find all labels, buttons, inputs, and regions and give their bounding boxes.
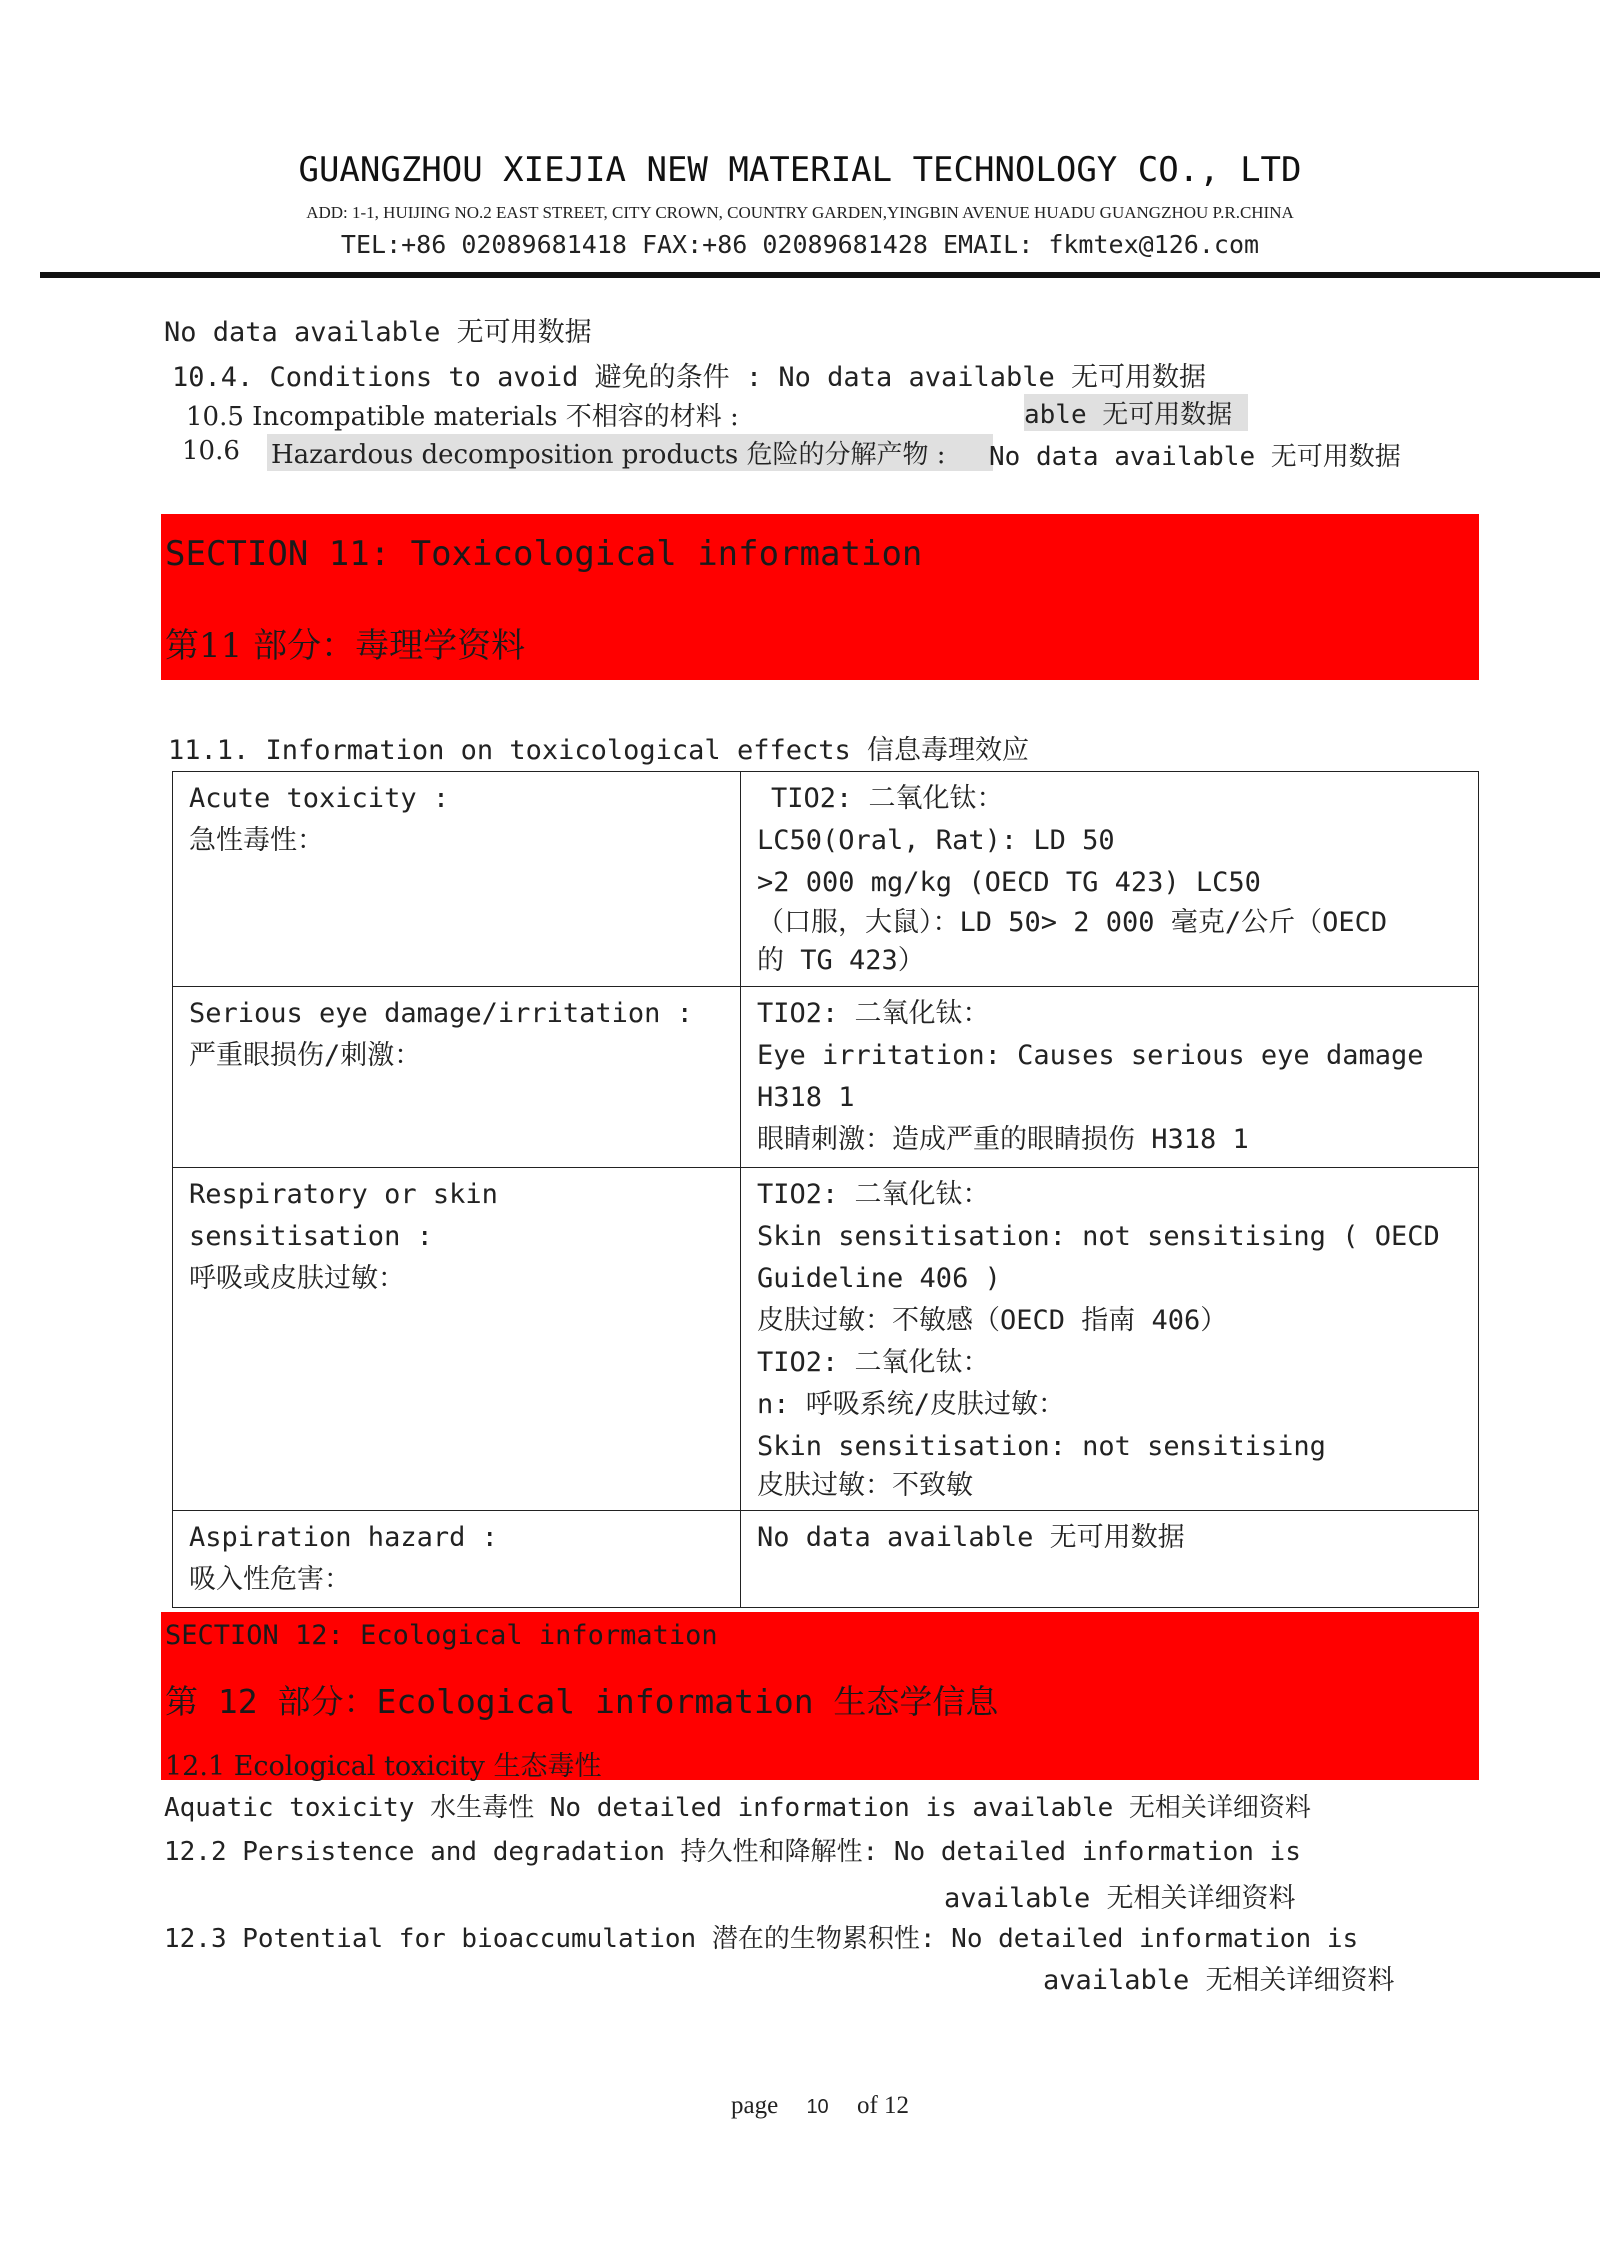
item-10-5-value: able 无可用数据 (1024, 394, 1248, 431)
section11-banner (161, 514, 1479, 680)
header-divider (40, 272, 1600, 278)
table-row-sensitisation (173, 1168, 1479, 1511)
item-10-6-label: Hazardous decomposition products 危险的分解产物 : (267, 434, 993, 471)
item-10-6-number: 10.6 (182, 436, 240, 466)
acute-toxicity-label: Acute toxicity : 急性毒性： (173, 772, 741, 987)
item-12-3: 12.3 Potential for bioaccumulation 潜在的生物累积性: No detailed information is (164, 1924, 1359, 1954)
aspiration-label: Aspiration hazard : 吸入性危害： (173, 1511, 741, 1608)
section11-subheading: 11.1. Information on toxicological effects 信息毒理效应 (168, 735, 1029, 766)
aquatic-toxicity-line: Aquatic toxicity 水生毒性 No detailed information is available 无相关详细资料 (164, 1793, 1311, 1823)
section12-banner (161, 1612, 1479, 1780)
item-12-2-continued: available 无相关详细资料 (944, 1883, 1296, 1914)
toxicology-table (172, 771, 1479, 1608)
table-row-eye-damage (173, 987, 1479, 1168)
section12-title-en: SECTION 12: Ecological information (165, 1620, 718, 1651)
item-10-5-label: 10.5 Incompatible materials 不相容的材料 : (186, 402, 739, 432)
aspiration-value: No data available 无可用数据 (741, 1511, 1479, 1608)
eye-damage-label: Serious eye damage/irritation : 严重眼损伤/刺激： (173, 987, 741, 1168)
company-name: GUANGZHOU XIEJIA NEW MATERIAL TECHNOLOGY CO., LTD (298, 150, 1302, 190)
company-address: ADD: 1-1, HUIJING NO.2 EAST STREET, CITY CROWN, COUNTRY GARDEN,YINGBIN AVENUE HUADU GUANGZHOU P.R.CHINA (306, 203, 1294, 222)
page-number: 10 (806, 2096, 829, 2118)
item-10-4: 10.4. Conditions to avoid 避免的条件 : No data available 无可用数据 (172, 362, 1207, 393)
item-10-6-value: No data available 无可用数据 (989, 442, 1401, 472)
page-total: of 12 (856, 2092, 910, 2119)
section10-continued-line: No data available 无可用数据 (164, 317, 592, 348)
sensitisation-label: Respiratory or skin sensitisation : 呼吸或皮肤过敏： (173, 1168, 741, 1511)
company-contact: TEL:+86 02089681418 FAX:+86 02089681428 EMAIL: fkmtex@126.com (340, 230, 1260, 259)
page-footer (0, 2092, 1600, 2120)
table-row-aspiration (173, 1511, 1479, 1608)
section12-sub-12-1: 12.1 Ecological toxicity 生态毒性 (165, 1751, 602, 1782)
item-12-3-continued: available 无相关详细资料 (1043, 1965, 1395, 1996)
acute-toxicity-value: TIO2: 二氧化钛： LC50(Oral, Rat): LD 50 >2 000 mg/kg (OECD TG 423) LC50 （口服，大鼠）：LD 50> 2 000 毫克/公斤（OECD 的 TG 423） (741, 772, 1479, 987)
sensitisation-value: TIO2: 二氧化钛： Skin sensitisation: not sensitising ( OECD Guideline 406 ) 皮肤过敏：不敏感（OECD 指南 406） TIO2: 二氧化钛： n: 呼吸系统/皮肤过敏： Skin sensitisation: not sensitising 皮肤过敏：不致敏 (741, 1168, 1479, 1511)
page-word: page (730, 2092, 779, 2119)
item-12-2: 12.2 Persistence and degradation 持久性和降解性: No detailed information is (164, 1837, 1301, 1867)
section12-title-cn: 第 12 部分：Ecological information 生态学信息 (165, 1682, 999, 1721)
table-row-acute-toxicity (173, 772, 1479, 987)
section11-title-en: SECTION 11: Toxicological information (165, 534, 923, 574)
eye-damage-value: TIO2: 二氧化钛： Eye irritation: Causes serious eye damage H318 1 眼睛刺激：造成严重的眼睛损伤 H318 1 (741, 987, 1479, 1168)
section11-title-cn: 第11 部分：毒理学资料 (165, 626, 526, 666)
